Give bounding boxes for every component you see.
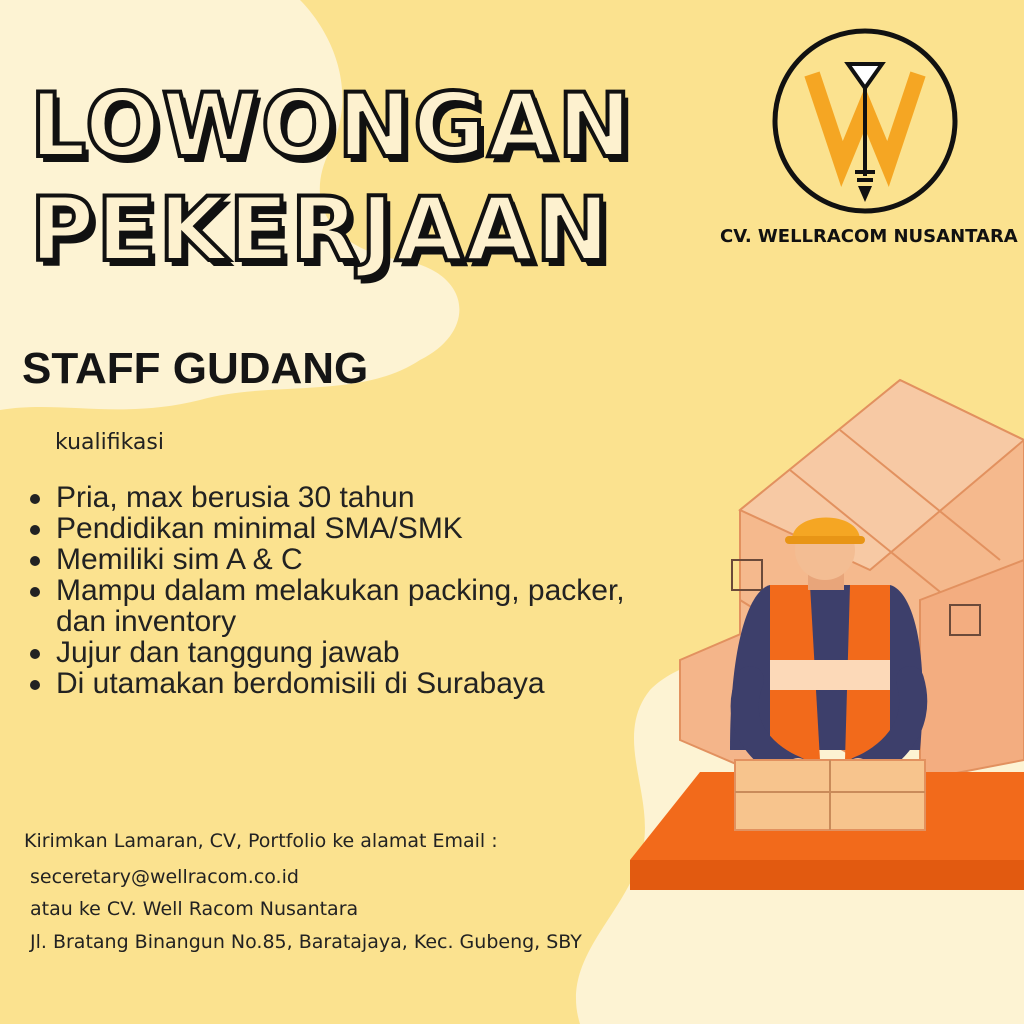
qualification-list xyxy=(56,482,676,699)
company-name: CV. WELLRACOM NUSANTARA xyxy=(720,226,1018,247)
headline-line-2: PEKERJAAN xyxy=(30,178,612,281)
contact-instruction: Kirimkan Lamaran, CV, Portfolio ke alamat Email : xyxy=(24,830,498,852)
headline-line-1: LOWONGAN xyxy=(30,74,634,177)
qualification-item: Jujur dan tanggung jawab xyxy=(56,637,676,668)
qualification-item: Pendidikan minimal SMA/SMK xyxy=(56,513,676,544)
contact-email: seceretary@wellracom.co.id xyxy=(30,866,299,888)
qualification-item: Pria, max berusia 30 tahun xyxy=(56,482,676,513)
contact-alternative: atau ke CV. Well Racom Nusantara xyxy=(30,898,359,920)
qualification-item: Memiliki sim A & C xyxy=(56,544,676,575)
qualification-item: Mampu dalam melakukan packing, packer, dan inventory xyxy=(56,575,676,637)
contact-address: Jl. Bratang Binangun No.85, Baratajaya, Kec. Gubeng, SBY xyxy=(30,931,582,953)
qualification-heading: kualifikasi xyxy=(55,430,164,455)
w-logo-icon xyxy=(770,26,960,216)
qualification-item: Di utamakan berdomisili di Surabaya xyxy=(56,668,676,699)
warehouse-worker-packing-illustration xyxy=(620,360,1024,900)
packing-table xyxy=(630,760,1024,890)
job-title: STAFF GUDANG xyxy=(22,344,369,393)
